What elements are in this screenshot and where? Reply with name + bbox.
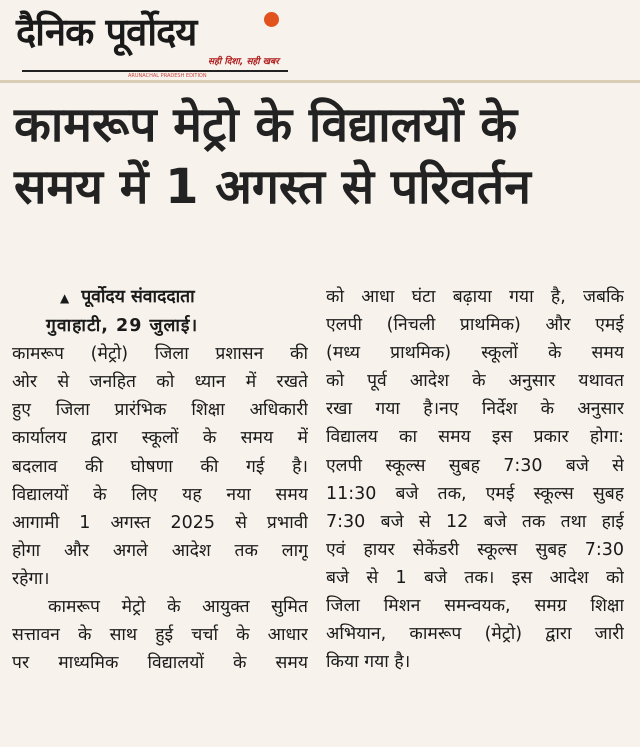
body-line: को आधा घंटा बढ़ाया गया है, जबकि	[326, 287, 624, 307]
masthead-small-print: ARUNACHAL PRADESH EDITION	[128, 73, 207, 79]
body-line: 7:30 बजे से 12 बजे तक तथा हाई	[326, 511, 624, 532]
body-line: आगामी 1 अगस्त 2025 से प्रभावी	[12, 512, 308, 533]
body-line: एलपी (निचली प्राथमिक) और एमई	[326, 315, 624, 336]
article-left-column	[12, 283, 308, 677]
body-line: विद्यालय का समय इस प्रकार होगा:	[326, 427, 624, 448]
triangle-up-icon: ▲	[60, 291, 70, 305]
body-line: पर माध्यमिक विद्यालयों के समय	[12, 653, 308, 674]
body-line: होगा और अगले आदेश तक लागू	[12, 540, 308, 561]
body-line: रखा गया है।नए निर्देश के अनुसार	[326, 399, 624, 420]
article-headline	[14, 94, 626, 218]
body-line: को पूर्व आदेश के अनुसार यथावत	[326, 371, 624, 392]
body-line: बदलाव की घोषणा की गई है।	[12, 456, 308, 477]
headline-line: समय में 1 अगस्त से परिवर्तन	[14, 159, 531, 215]
body-line: एवं हायर सेकेंडरी स्कूल्स सुबह 7:30	[326, 539, 624, 560]
masthead	[12, 6, 288, 79]
byline	[12, 283, 308, 312]
body-line: एलपी स्कूल्स सुबह 7:30 बजे से	[326, 455, 624, 476]
body-line: विद्यालयों के लिए यह नया समय	[12, 484, 308, 505]
body-line: बजे से 1 बजे तक। इस आदेश को	[326, 567, 624, 588]
dateline: गुवाहाटी, 29 जुलाई।	[46, 316, 199, 337]
body-line: किया गया है।	[326, 652, 411, 673]
body-line: 11:30 बजे तक, एमई स्कूल्स सुबह	[326, 483, 624, 504]
body-line: जिला मिशन समन्वयक, समग्र शिक्षा	[326, 596, 624, 617]
newspaper-tagline: सही दिशा, सही खबर	[208, 57, 279, 67]
body-line: कामरूप मेट्रो के आयुक्त सुमित	[48, 597, 308, 618]
body-line: सत्तावन के साथ हुई चर्चा के आधार	[12, 625, 308, 646]
newspaper-title: दैनिक पूर्वोदय	[16, 10, 197, 54]
body-line: रहेगा।	[12, 568, 50, 589]
body-line: कामरूप (मेट्रो) जिला प्रशासन की	[12, 344, 308, 365]
page-divider	[0, 80, 640, 83]
headline-line: कामरूप मेट्रो के विद्यालयों के	[14, 97, 518, 153]
article-right-column	[326, 283, 624, 676]
body-line: हुए जिला प्रारंभिक शिक्षा अधिकारी	[12, 400, 308, 421]
body-line: (मध्य प्राथमिक) स्कूलों के समय	[326, 343, 624, 364]
brand-dot-icon	[264, 12, 279, 27]
body-line: ओर से जनहित को ध्यान में रखते	[12, 372, 308, 393]
body-line: अभियान, कामरूप (मेट्रो) द्वारा जारी	[326, 624, 624, 645]
masthead-rule	[22, 70, 288, 72]
byline-text: पूर्वोदय संवाददाता	[81, 287, 195, 307]
body-line: कार्यालय द्वारा स्कूलों के समय में	[12, 428, 308, 449]
